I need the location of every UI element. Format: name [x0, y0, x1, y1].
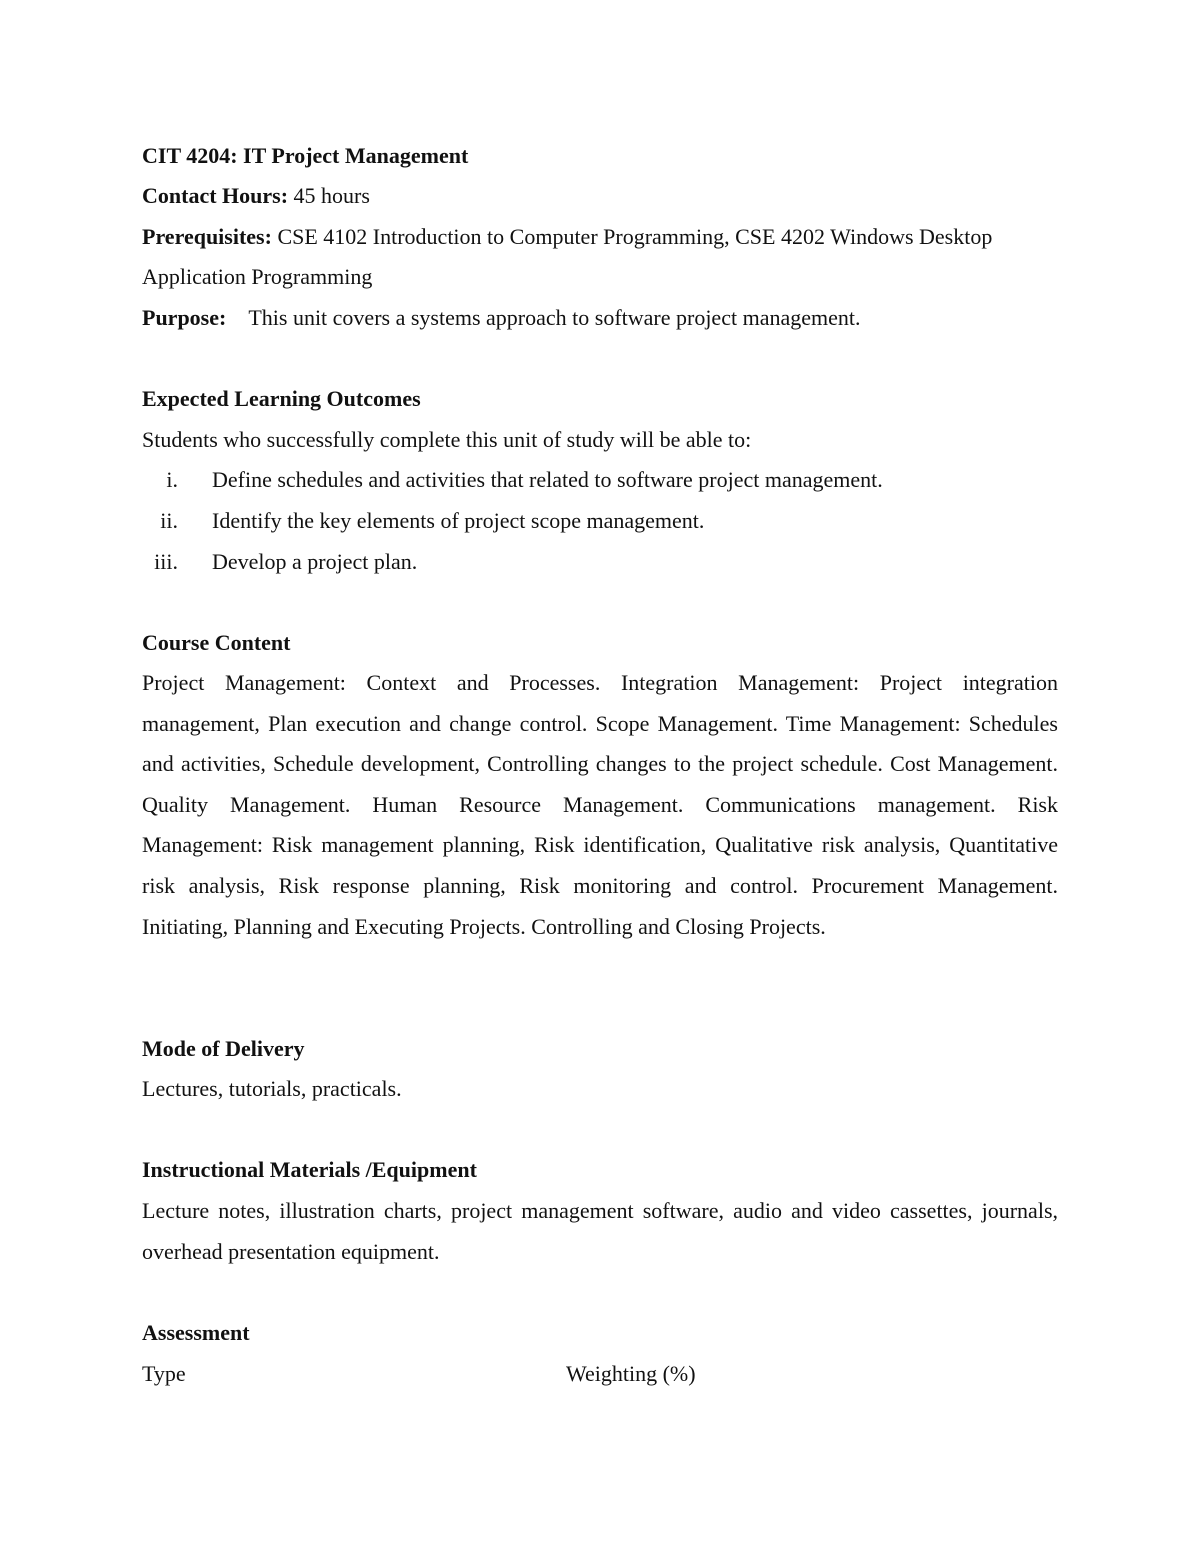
course-title: CIT 4204: IT Project Management — [142, 143, 469, 168]
outcome-text-2: Identify the key elements of project scope management. — [212, 508, 705, 533]
outcome-number-2: ii. — [160, 508, 178, 533]
content-heading: Course Content — [142, 630, 291, 655]
materials-body: Lecture notes, illustration charts, project management software, audio and video cassettes, journals, overhead presentation equipment. — [142, 1198, 1058, 1264]
purpose-value: This unit covers a systems approach to software project management. — [248, 305, 861, 330]
outcome-text-1: Define schedules and activities that related to software project management. — [212, 467, 883, 492]
outcomes-intro: Students who successfully complete this unit of study will be able to: — [142, 427, 752, 452]
contact-hours-value: 45 hours — [288, 183, 370, 208]
outcome-text-3: Develop a project plan. — [212, 549, 418, 574]
delivery-body: Lectures, tutorials, practicals. — [142, 1076, 402, 1101]
prerequisites-line — [142, 224, 992, 250]
content-body: Project Management: Context and Processes. Integration Management: Project integration management, Plan execution and change control. Scope Management. Time Management: Schedules and activities, Schedule development, Controlling changes to the project schedule. Cost Management. Quality Management. Human Resource Management. Communications management. Risk Management: Risk management planning, Risk identification, Qualitative risk analysis, Quantitative risk analysis, Risk response planning, Risk monitoring and control. Procurement Management. Initiating, Planning and Executing Projects. Controlling and Closing Projects. — [142, 670, 1058, 939]
outcome-number-3: iii. — [154, 549, 178, 574]
purpose-line — [142, 305, 860, 331]
assessment-col-weighting: Weighting (%) — [566, 1361, 696, 1386]
materials-heading: Instructional Materials /Equipment — [142, 1157, 477, 1182]
outcome-number-1: i. — [166, 467, 178, 492]
assessment-col-type: Type — [142, 1361, 186, 1386]
contact-hours-label: Contact Hours: — [142, 183, 289, 208]
purpose-label: Purpose: — [142, 305, 227, 330]
delivery-heading: Mode of Delivery — [142, 1036, 305, 1061]
prerequisites-continuation: Application Programming — [142, 264, 373, 289]
contact-hours-line — [142, 183, 370, 209]
assessment-heading: Assessment — [142, 1320, 250, 1345]
prerequisites-value: CSE 4102 Introduction to Computer Programming, CSE 4202 Windows Desktop — [271, 224, 993, 249]
outcomes-heading: Expected Learning Outcomes — [142, 386, 421, 411]
prerequisites-label: Prerequisites: — [142, 224, 272, 249]
